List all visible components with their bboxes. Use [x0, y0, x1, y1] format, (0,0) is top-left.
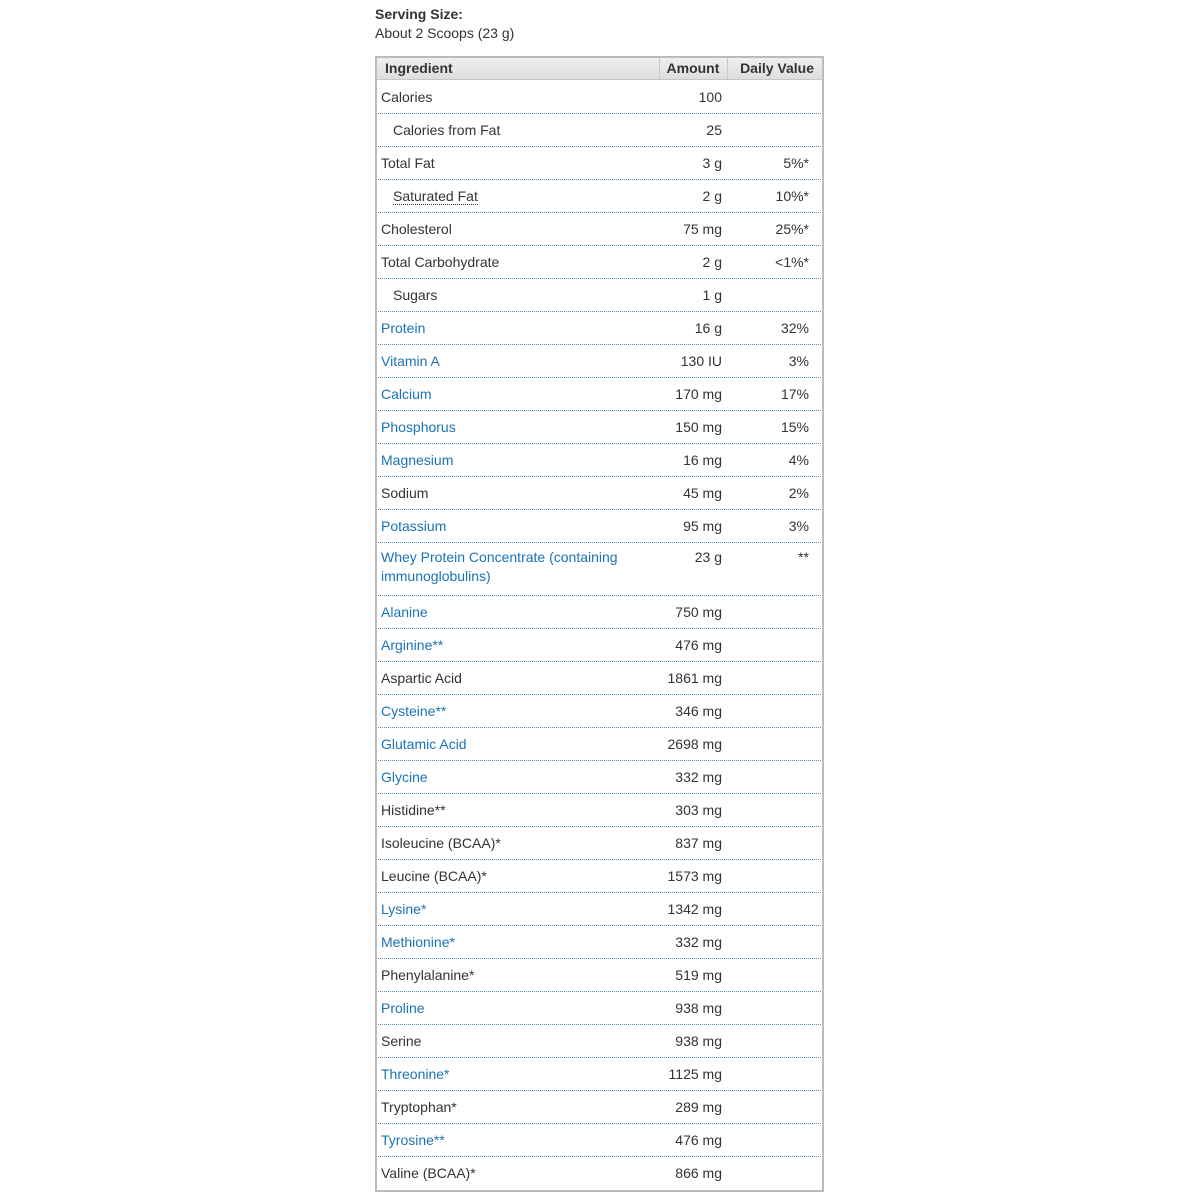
- ingredient-link[interactable]: Cysteine**: [381, 702, 447, 719]
- amount-cell: 519 mg: [675, 966, 722, 983]
- daily-value-cell: 3%: [788, 352, 809, 369]
- ingredient-name-cell: [378, 801, 662, 820]
- table-row: [378, 312, 821, 345]
- table-row: [378, 761, 821, 794]
- daily-value-cell: <1%*: [775, 253, 809, 270]
- daily-value-cell: 10%*: [775, 187, 809, 204]
- table-row: [378, 596, 821, 629]
- amount-cell: 170 mg: [675, 385, 722, 402]
- table-row: [378, 662, 821, 695]
- table-header: [376, 57, 823, 80]
- supplement-facts-panel: [375, 5, 824, 1192]
- amount-cell: 3 g: [702, 154, 722, 171]
- ingredient-name-cell: [378, 385, 662, 404]
- amount-cell: 1125 mg: [668, 1065, 722, 1082]
- amount-cell: 866 mg: [675, 1165, 722, 1181]
- header-ingredient: Ingredient: [377, 58, 660, 79]
- amount-cell: 1342 mg: [667, 900, 722, 917]
- ingredient-name-cell: [378, 1098, 662, 1117]
- table-row: [378, 959, 821, 992]
- ingredient-name-cell: [378, 933, 662, 952]
- ingredient-name-cell: [378, 1164, 662, 1183]
- ingredient-name-cell: [378, 220, 662, 239]
- table-row: [378, 114, 821, 147]
- amount-cell: 75 mg: [683, 220, 722, 237]
- ingredient-link[interactable]: Whey Protein Concentrate (containing immunoglobulins): [381, 549, 618, 584]
- amount-cell: 303 mg: [675, 801, 722, 818]
- ingredient-name-cell: [378, 702, 662, 721]
- ingredient-name-cell: [378, 834, 662, 853]
- daily-value-cell: 32%: [780, 319, 809, 336]
- ingredient-name-cell: [378, 187, 662, 206]
- ingredient-label: Total Fat: [381, 154, 435, 171]
- ingredient-link[interactable]: Threonine*: [381, 1065, 450, 1082]
- amount-cell: 1 g: [702, 286, 722, 303]
- table-row: [378, 629, 821, 662]
- table-row: [378, 279, 821, 312]
- ingredient-link[interactable]: Proline: [381, 999, 425, 1016]
- amount-cell: 100: [698, 88, 722, 105]
- ingredient-label: Saturated Fat: [393, 187, 478, 204]
- table-row: [378, 1025, 821, 1058]
- ingredient-label: Isoleucine (BCAA)*: [381, 834, 501, 851]
- table-row: [378, 477, 821, 510]
- ingredient-link[interactable]: Methionine*: [381, 933, 455, 950]
- header-amount: Amount: [660, 58, 729, 79]
- ingredient-link[interactable]: Lysine*: [381, 900, 427, 917]
- amount-cell: 2 g: [702, 253, 722, 270]
- ingredient-label: Total Carbohydrate: [381, 253, 500, 270]
- amount-cell: 1861 mg: [667, 669, 722, 686]
- table-row: [378, 860, 821, 893]
- ingredient-name-cell: [378, 867, 662, 886]
- ingredient-label: Serine: [381, 1032, 422, 1049]
- table-row: [378, 1124, 821, 1157]
- amount-cell: 332 mg: [675, 933, 722, 950]
- ingredient-link[interactable]: Tyrosine**: [381, 1131, 445, 1148]
- daily-value-cell: **: [798, 549, 809, 565]
- ingredient-link[interactable]: Calcium: [381, 385, 432, 402]
- table-row: [378, 992, 821, 1025]
- ingredient-label: Phenylalanine*: [381, 966, 475, 983]
- table-row: [378, 695, 821, 728]
- amount-cell: 130 IU: [680, 352, 722, 369]
- ingredient-name-cell: [378, 735, 662, 754]
- header-daily-value: Daily Value: [740, 60, 814, 76]
- amount-cell: 16 mg: [683, 451, 722, 468]
- ingredient-name-cell: [378, 966, 662, 985]
- ingredient-link[interactable]: Glutamic Acid: [381, 735, 467, 752]
- amount-cell: 750 mg: [675, 603, 722, 620]
- ingredient-name-cell: [378, 603, 662, 622]
- ingredient-label: Aspartic Acid: [381, 669, 462, 686]
- daily-value-cell: 4%: [788, 451, 809, 468]
- amount-cell: 476 mg: [675, 636, 722, 653]
- ingredient-link[interactable]: Protein: [381, 319, 426, 336]
- ingredient-name-cell: [378, 999, 662, 1018]
- daily-value-cell: 25%*: [775, 220, 809, 237]
- amount-cell: 1573 mg: [667, 867, 722, 884]
- ingredient-label: Sugars: [393, 286, 438, 303]
- ingredient-name-cell: [378, 1032, 662, 1051]
- amount-cell: 837 mg: [675, 834, 722, 851]
- ingredient-label: Cholesterol: [381, 220, 452, 237]
- ingredient-name-cell: [378, 1065, 662, 1084]
- amount-cell: 332 mg: [675, 768, 722, 785]
- table-row: [378, 345, 821, 378]
- ingredient-name-cell: [378, 418, 662, 437]
- table-row: [378, 81, 821, 114]
- table-row: [378, 411, 821, 444]
- table-row: [378, 893, 821, 926]
- daily-value-cell: 3%: [788, 517, 809, 534]
- table-row: [378, 510, 821, 543]
- amount-cell: 16 g: [694, 319, 722, 336]
- table-row: [378, 543, 821, 596]
- table-body: [376, 80, 823, 1191]
- table-row: [378, 444, 821, 477]
- ingredient-name-cell: [378, 253, 662, 272]
- ingredient-name-cell: [378, 319, 662, 338]
- amount-cell: 346 mg: [675, 702, 722, 719]
- ingredient-label: Valine (BCAA)*: [381, 1165, 476, 1181]
- serving-size-value: About 2 Scoops (23 g): [375, 25, 515, 41]
- amount-cell: 150 mg: [675, 418, 722, 435]
- serving-size-label: Serving Size:: [375, 6, 463, 22]
- table-row: [378, 827, 821, 860]
- ingredient-link[interactable]: Vitamin A: [381, 352, 440, 369]
- ingredient-name-cell: [378, 88, 662, 107]
- amount-cell: 95 mg: [683, 517, 722, 534]
- table-row: [378, 1091, 821, 1124]
- nutrition-table: [375, 56, 824, 1192]
- ingredient-label: Calories from Fat: [393, 121, 501, 138]
- table-row: [378, 1157, 821, 1190]
- ingredient-name-cell: [378, 768, 662, 787]
- ingredient-name-cell: [378, 548, 662, 586]
- ingredient-link[interactable]: Phosphorus: [381, 418, 456, 435]
- table-row: [378, 147, 821, 180]
- amount-cell: 45 mg: [683, 484, 722, 501]
- ingredient-name-cell: [378, 451, 662, 470]
- ingredient-name-cell: [378, 154, 662, 173]
- table-row: [378, 728, 821, 761]
- amount-cell: 2 g: [702, 187, 722, 204]
- ingredient-name-cell: [378, 669, 662, 688]
- ingredient-label: Histidine**: [381, 801, 446, 818]
- ingredient-link[interactable]: Potassium: [381, 517, 447, 534]
- table-row: [378, 180, 821, 213]
- ingredient-link[interactable]: Magnesium: [381, 451, 454, 468]
- amount-cell: 2698 mg: [667, 735, 722, 752]
- daily-value-cell: 2%: [788, 484, 809, 501]
- amount-cell: 938 mg: [675, 999, 722, 1016]
- ingredient-name-cell: [378, 636, 662, 655]
- table-row: [378, 794, 821, 827]
- ingredient-label: Leucine (BCAA)*: [381, 867, 487, 884]
- daily-value-cell: 17%: [780, 385, 809, 402]
- ingredient-label: Tryptophan*: [381, 1098, 457, 1115]
- ingredient-name-cell: [378, 484, 662, 503]
- ingredient-name-cell: [378, 121, 662, 140]
- table-row: [378, 213, 821, 246]
- daily-value-cell: 5%*: [783, 154, 809, 171]
- ingredient-name-cell: [378, 352, 662, 371]
- ingredient-link[interactable]: Glycine: [381, 768, 428, 785]
- ingredient-name-cell: [378, 286, 662, 305]
- amount-cell: 289 mg: [675, 1098, 722, 1115]
- amount-cell: 25: [706, 121, 722, 138]
- amount-cell: 476 mg: [675, 1131, 722, 1148]
- ingredient-label: Calories: [381, 88, 433, 105]
- ingredient-name-cell: [378, 517, 662, 536]
- table-row: [378, 378, 821, 411]
- ingredient-label: Sodium: [381, 484, 429, 501]
- ingredient-link[interactable]: Arginine**: [381, 636, 444, 653]
- daily-value-cell: 15%: [780, 418, 809, 435]
- amount-cell: 938 mg: [675, 1032, 722, 1049]
- ingredient-link[interactable]: Alanine: [381, 603, 428, 620]
- ingredient-name-cell: [378, 900, 662, 919]
- amount-cell: 23 g: [694, 549, 722, 565]
- table-row: [378, 926, 821, 959]
- table-row: [378, 246, 821, 279]
- table-row: [378, 1058, 821, 1091]
- ingredient-name-cell: [378, 1131, 662, 1150]
